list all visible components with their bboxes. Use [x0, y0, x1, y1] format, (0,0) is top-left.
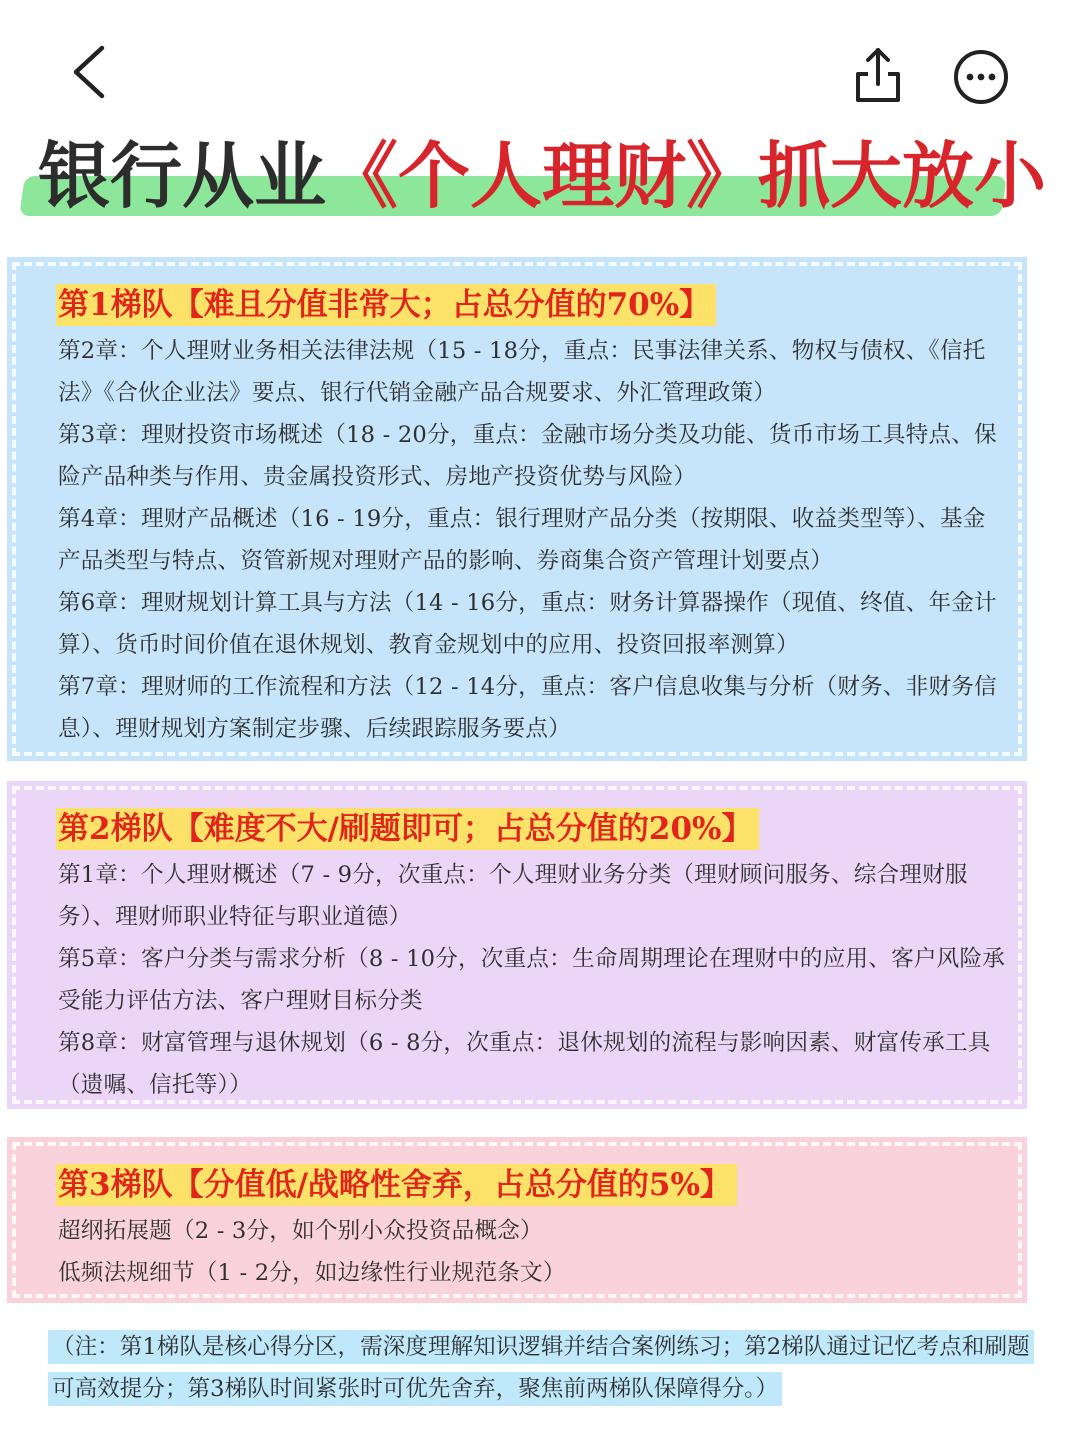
chevron-left-icon	[62, 40, 122, 104]
tier-1-item: 第4章：理财产品概述（16 - 19分，重点：银行理财产品分类（按期限、收益类型等）、基金产品类型与特点、资管新规对理财产品的影响、券商集合资产管理计划要点）	[58, 506, 986, 574]
tier-1-item: 第6章：理财规划计算工具与方法（14 - 16分，重点：财务计算器操作（现值、终值、年金计算）、货币时间价值在退休规划、教育金规划中的应用、投资回报率测算）	[58, 590, 997, 658]
title-text	[38, 128, 1046, 224]
tier-1-item: 第7章：理财师的工作流程和方法（12 - 14分，重点：客户信息收集与分析（财务、非财务信息）、理财规划方案制定步骤、后续跟踪服务要点）	[58, 674, 997, 742]
tier-3-item: 低频法规细节（1 - 2分，如边缘性行业规范条文）	[58, 1260, 566, 1286]
tier-2-item: 第8章：财富管理与退休规划（6 - 8分，次重点：退休规划的流程与影响因素、财富传承工具（遗嘱、信托等））	[58, 1030, 991, 1098]
tier-1-item: 第2章：个人理财业务相关法律法规（15 - 18分，重点：民事法律关系、物权与债权、《信托法》《合伙企业法》要点、银行代销金融产品合规要求、外汇管理政策）	[58, 338, 986, 406]
tier-1-card	[12, 262, 1022, 756]
more-dots-icon	[952, 48, 1010, 106]
tier-2-item: 第5章：客户分类与需求分析（8 - 10分，次重点：生命周期理论在理财中的应用、客户风险承受能力评估方法、客户理财目标分类	[58, 946, 1006, 1014]
tier-3-item: 超纲拓展题（2 - 3分，如个别小众投资品概念）	[58, 1218, 543, 1244]
tier-1-item: 第3章：理财投资市场概述（18 - 20分，重点：金融市场分类及功能、货币市场工具特点、保险产品种类与作用、贵金属投资形式、房地产投资优势与风险）	[58, 422, 997, 490]
back-button[interactable]	[62, 40, 122, 104]
title-part-1: 银行从业	[38, 133, 327, 218]
title-part-3: 抓大放小	[758, 133, 1047, 218]
tier-2-item: 第1章：个人理财概述（7 - 9分，次重点：个人理财业务分类（理财顾问服务、综合理财服务）、理财师职业特征与职业道德）	[58, 862, 968, 930]
top-nav-bar	[0, 0, 1080, 130]
title-part-2: 《个人理财》	[326, 133, 759, 218]
tier-3-card	[12, 1142, 1022, 1298]
tier-3-title: 第3梯队【分值低/战略性舍弃，占总分值的5%】	[56, 1164, 737, 1206]
footnote	[48, 1326, 1038, 1410]
share-button[interactable]	[850, 44, 906, 104]
share-icon	[850, 44, 906, 104]
more-button[interactable]	[952, 48, 1010, 106]
page-title	[20, 128, 1047, 228]
tier-1-title: 第1梯队【难且分值非常大；占总分值的70%】	[56, 284, 716, 326]
tier-2-title: 第2梯队【难度不大/刷题即可；占总分值的20%】	[56, 808, 759, 850]
tier-2-card	[12, 786, 1022, 1104]
footnote-text: （注：第1梯队是核心得分区，需深度理解知识逻辑并结合案例练习；第2梯队通过记忆考点和刷题可高效提分；第3梯队时间紧张时可优先舍弃，聚焦前两梯队保障得分。）	[48, 1330, 1034, 1406]
